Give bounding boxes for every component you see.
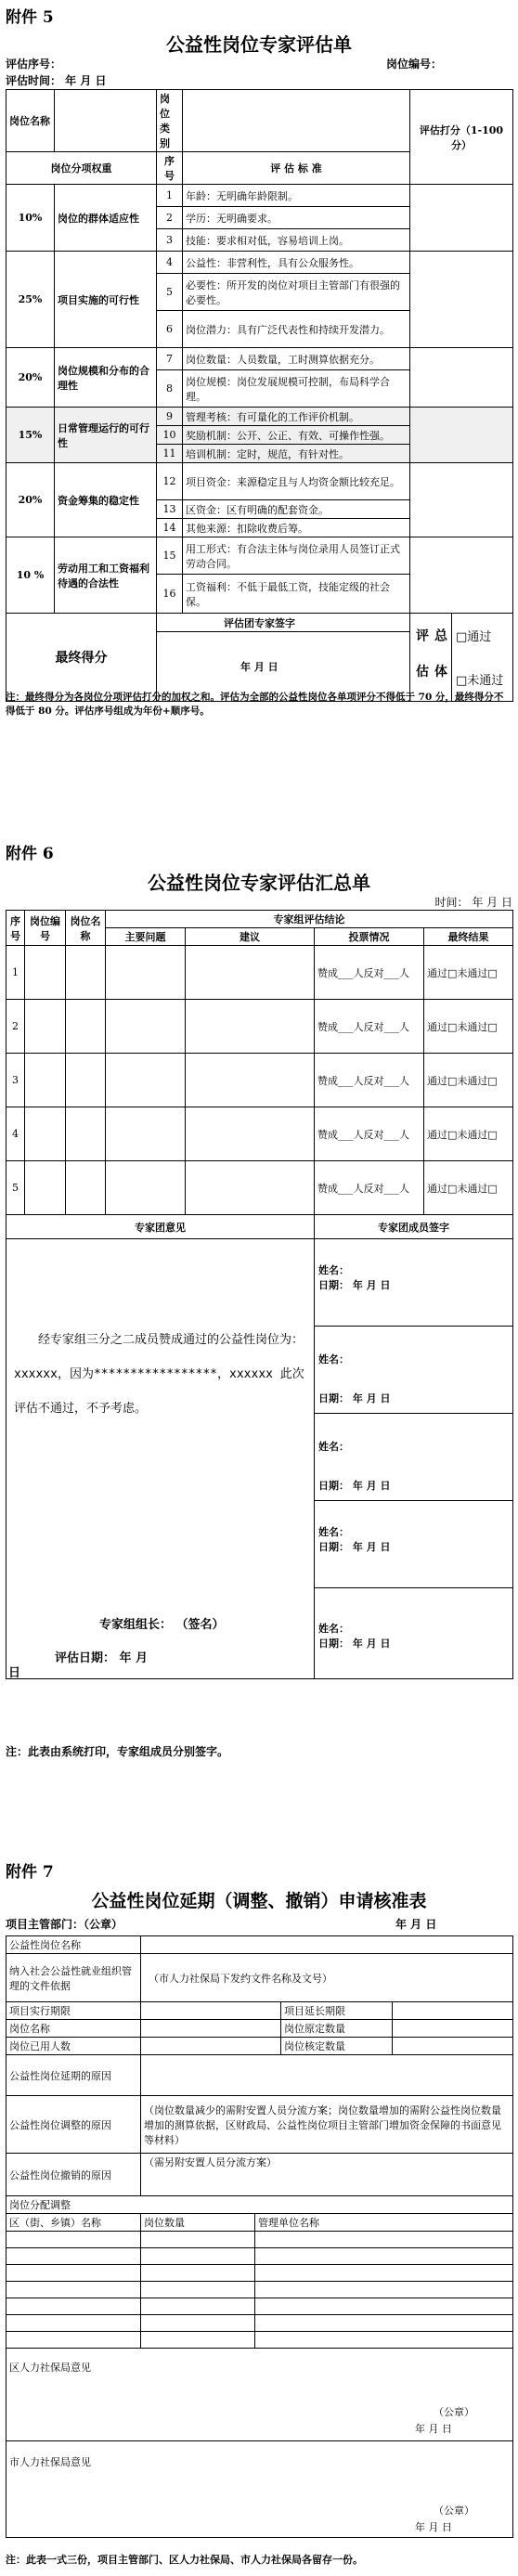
district-opinion-cell[interactable] <box>6 2349 513 2441</box>
seq-cell: 5 <box>6 1161 25 1215</box>
standard-cell: 年龄：无明确年龄限制。 <box>183 185 410 207</box>
advice-header: 建议 <box>186 928 315 946</box>
seq-cell: 8 <box>157 370 183 408</box>
adjust-form <box>6 1935 512 2538</box>
score-cell[interactable] <box>410 408 513 463</box>
orig-count-label: 岗位原定数量 <box>281 2020 393 2038</box>
check-count-label: 岗位核定数量 <box>281 2038 393 2055</box>
eval-time-line: 评估时间： 年 月 日 <box>6 74 107 87</box>
weight-cell: 25% <box>6 252 55 348</box>
standard-cell: 项目资金：来源稳定且与人均资金额比较充足。 <box>183 463 410 500</box>
seq-cell: 11 <box>157 445 183 463</box>
district-seal-date: 年 月 日 <box>415 2423 452 2435</box>
row-label: 公益性岗位名称 <box>6 1936 141 1954</box>
vote-header: 投票情况 <box>315 928 424 946</box>
standard-cell: 必要性：所开发的岗位对项目主管部门有很强的必要性。 <box>183 274 410 311</box>
standard-cell: 岗位数量：人员数量，工时测算依据充分。 <box>183 348 410 370</box>
table-row <box>6 463 513 500</box>
city-seal: （公章） <box>434 2505 474 2517</box>
issues-header: 主要问题 <box>106 928 186 946</box>
seq-cell: 4 <box>157 252 183 274</box>
member-date: 日期： 年 月 日 <box>318 1480 391 1492</box>
table-row <box>6 185 513 207</box>
summary-form <box>6 910 512 1679</box>
eval-no-label: 评估序号： <box>6 58 62 71</box>
reason-rev-value[interactable]: （需另附安置人员分流方案） <box>141 2154 513 2196</box>
attachment-5-title: 公益性岗位专家评估单 <box>166 33 352 56</box>
weight-cell: 15% <box>6 408 55 463</box>
standard-cell: 其他来源：扣除收费后筹。 <box>183 519 410 537</box>
eval-header-line <box>6 56 512 71</box>
members-cell <box>315 1239 513 1679</box>
post-used-value[interactable] <box>141 2038 281 2055</box>
table-row <box>6 1054 513 1107</box>
seq-cell: 3 <box>157 229 183 252</box>
reason-adj-value[interactable]: （岗位数量减少的需附安置人员分流方案；岗位数量增加的需附公益性岗位数量增加的测算依据，区财政局、公益性岗位项目主管部门增加资金保障的书面意见等材料） <box>141 2096 513 2154</box>
table-row <box>6 1000 513 1054</box>
item-name-cell: 岗位的群体适应性 <box>55 185 157 252</box>
ext-period-value[interactable] <box>393 2002 513 2020</box>
standard-cell: 公益性：非营利性，具有公众服务性。 <box>183 252 410 274</box>
post-name-header: 岗位名称 <box>66 911 106 946</box>
table-row <box>6 1161 513 1215</box>
count-col-header: 岗位数量 <box>141 2214 255 2232</box>
ext-period-label: 项目延长期限 <box>281 2002 393 2020</box>
post-name-label: 岗位名称 <box>6 2020 141 2038</box>
check-count-value[interactable] <box>393 2038 513 2055</box>
reason-ext-label: 公益性岗位延期的原因 <box>6 2055 141 2096</box>
vote-cell[interactable]: 赞成___人反对___人 <box>315 1161 424 1215</box>
post-name-input[interactable] <box>141 2020 281 2038</box>
member-name: 姓名： <box>318 1623 349 1635</box>
member-name: 姓名： <box>318 1526 349 1538</box>
score-cell[interactable] <box>410 252 513 348</box>
table-row <box>6 2282 513 2298</box>
result-cell[interactable]: 通过□未通过□ <box>424 1054 513 1107</box>
table-row <box>6 2232 513 2248</box>
member-date: 日期： 年 月 日 <box>318 1541 391 1553</box>
member-name: 姓名： <box>318 1353 349 1366</box>
member-date: 日期： 年 月 日 <box>318 1638 391 1650</box>
item-weight-header: 岗位分项权重 <box>6 152 157 185</box>
standard-cell: 用工形式：有合法主体与岗位录用人员签订正式劳动合同。 <box>183 537 410 575</box>
seq-cell: 15 <box>157 537 183 575</box>
weight-cell: 20% <box>6 348 55 408</box>
attachment-7-note: 注：此表一式三份，项目主管部门、区人力社保局、市人力社保局各留存一份。 <box>6 2554 363 2566</box>
district-seal: （公章） <box>434 2406 474 2418</box>
attachment-5-note: 注：最终得分为各岗位分项评估打分的加权之和。评估为全部的公益性岗位各单项评分不得低于 70 分，最终得分不得低于 80 分。评估序号组成为年份+顺序号。 <box>6 692 504 717</box>
table-row <box>6 537 513 575</box>
item-name-cell: 劳动用工和工资福利待遇的合法性 <box>55 537 157 614</box>
standard-cell: 学历：无明确要求。 <box>183 207 410 229</box>
seq-cell: 7 <box>157 348 183 370</box>
vote-cell[interactable]: 赞成___人反对___人 <box>315 946 424 1000</box>
seq-cell: 2 <box>6 1000 25 1054</box>
seq-header: 序号 <box>6 911 25 946</box>
member-date: 日期： 年 月 日 <box>318 1392 391 1405</box>
score-cell[interactable] <box>410 537 513 614</box>
score-cell[interactable] <box>410 348 513 408</box>
district-opinion-label: 区人力社保局意见 <box>9 2362 91 2374</box>
result-cell[interactable]: 通过□未通过□ <box>424 1161 513 1215</box>
member-sign-row[interactable] <box>315 1239 512 1327</box>
item-name-cell: 项目实施的可行性 <box>55 252 157 348</box>
attachment-5-label <box>6 4 512 27</box>
opinion-header: 专家团意见 <box>6 1215 315 1239</box>
table-row <box>6 2315 513 2332</box>
table-row <box>6 946 513 1000</box>
post-used-label: 岗位已用人数 <box>6 2038 141 2055</box>
vote-cell[interactable]: 赞成___人反对___人 <box>315 1000 424 1054</box>
overall-eval-cell <box>410 614 513 702</box>
vote-cell[interactable]: 赞成___人反对___人 <box>315 1054 424 1107</box>
post-name-value[interactable] <box>141 1936 513 1954</box>
standard-cell: 培训机制：定时，规范，有针对性。 <box>183 445 410 463</box>
table-row <box>6 408 513 426</box>
attachment-6-text: 附件 6 <box>6 845 54 863</box>
seq-cell: 1 <box>6 946 25 1000</box>
standard-cell: 岗位规模：岗位发展规模可控制，布局科学合理。 <box>183 370 410 408</box>
standard-cell: 管理考核：有可量化的工作评价机制。 <box>183 408 410 426</box>
member-sign-row[interactable] <box>315 1588 512 1677</box>
overall-eval-label: 总 体 评 估 <box>410 614 452 701</box>
post-type-header: 岗位类别 <box>157 90 183 152</box>
member-sign-row[interactable] <box>315 1414 512 1501</box>
post-no-label: 岗位编号： <box>386 58 443 71</box>
member-sign-row[interactable] <box>315 1501 512 1588</box>
seq-cell: 4 <box>6 1107 25 1161</box>
post-name-header: 岗位名称 <box>6 90 55 152</box>
fail-checkbox[interactable]: □未通过 <box>456 674 504 688</box>
member-name: 姓名： <box>318 1441 349 1453</box>
district-col-header: 区（街、乡镇）名称 <box>6 2214 141 2232</box>
reason-rev-label: 公益性岗位撤销的原因 <box>6 2154 141 2196</box>
seq-header: 序号 <box>157 152 183 185</box>
table-row <box>6 348 513 370</box>
vote-cell[interactable]: 赞成___人反对___人 <box>315 1107 424 1161</box>
attachment-6-label <box>6 840 512 863</box>
dept-label: 项目主管部门：（公章） <box>6 1918 123 1931</box>
dept-date: 年 月 日 <box>395 1918 437 1931</box>
standard-cell: 奖励机制：公开、公正、有效、可操作性强。 <box>183 426 410 445</box>
doc-basis-value[interactable]: （市人力社保局下发约文件名称及文号） <box>141 1954 513 2002</box>
weight-cell: 10% <box>6 185 55 252</box>
seq-cell: 2 <box>157 207 183 229</box>
reason-adj-label: 公益性岗位调整的原因 <box>6 2096 141 2154</box>
seq-cell: 10 <box>157 426 183 445</box>
eval-date: 评估日期： 年 月 <box>55 1651 149 1665</box>
seq-cell: 13 <box>157 500 183 519</box>
summary-time: 时间： 年 月 日 <box>434 896 512 909</box>
seq-cell: 14 <box>157 519 183 537</box>
seq-cell: 9 <box>157 408 183 426</box>
attachment-6-title: 公益性岗位专家评估汇总单 <box>148 872 370 894</box>
standard-cell: 区资金：区有明确的配套资金。 <box>183 500 410 519</box>
expert-sign-date: 年 月 日 <box>157 632 410 702</box>
attachment-7-text: 附件 7 <box>6 1863 54 1882</box>
standard-cell: 工资福利：不低于最低工资，技能定级的社会保。 <box>183 575 410 614</box>
table-row <box>6 2248 513 2265</box>
city-opinion-cell[interactable] <box>6 2441 513 2538</box>
table-row <box>6 1107 513 1161</box>
member-date: 日期： 年 月 日 <box>318 1279 391 1291</box>
dept-line <box>6 1916 512 1932</box>
standard-cell: 岗位潜力：具有广泛代表性和持续开发潜力。 <box>183 311 410 348</box>
weight-cell: 10 % <box>6 537 55 614</box>
item-name-cell: 岗位规模和分布的合理性 <box>55 348 157 408</box>
seq-cell: 6 <box>157 311 183 348</box>
weight-cell: 20% <box>6 463 55 537</box>
city-opinion-label: 市人力社保局意见 <box>9 2456 91 2468</box>
impl-period-label: 项目实行期限 <box>6 2002 141 2020</box>
standard-cell: 技能：要求相对低，容易培训上岗。 <box>183 229 410 252</box>
score-header: 评估打分（1-100 分） <box>410 90 513 185</box>
standard-header: 评 估 标 准 <box>183 152 410 185</box>
seq-cell: 3 <box>6 1054 25 1107</box>
score-cell[interactable] <box>410 185 513 252</box>
item-name-cell: 日常管理运行的可行性 <box>55 408 157 463</box>
result-cell[interactable]: 通过□未通过□ <box>424 1000 513 1054</box>
table-row <box>6 252 513 274</box>
post-no-header: 岗位编号 <box>25 911 66 946</box>
result-cell[interactable]: 通过□未通过□ <box>424 946 513 1000</box>
evaluation-form <box>6 89 512 702</box>
member-name: 姓名： <box>318 1264 349 1276</box>
city-seal-date: 年 月 日 <box>415 2521 452 2533</box>
result-header: 最终结果 <box>424 928 513 946</box>
pass-checkbox[interactable]: □通过 <box>456 630 492 644</box>
score-cell[interactable] <box>410 463 513 537</box>
attachment-6-note: 注：此表由系统打印，专家组成员分别签字。 <box>6 1745 229 1758</box>
opinion-cell <box>6 1239 315 1679</box>
seq-cell: 5 <box>157 274 183 311</box>
table-row <box>6 2332 513 2349</box>
unit-col-header: 管理单位名称 <box>255 2214 513 2232</box>
expert-sign-label: 评估团专家签字 <box>157 614 410 632</box>
result-cell[interactable]: 通过□未通过□ <box>424 1107 513 1161</box>
row-label: 纳入社会公益性就业组织管理的文件依据 <box>6 1954 141 2002</box>
attachment-5-text: 附件 5 <box>6 8 54 27</box>
seq-cell: 16 <box>157 575 183 614</box>
attachment-7-label <box>6 1858 512 1882</box>
member-sign-row[interactable] <box>315 1327 512 1414</box>
leader-sign: 专家组组长： （签名） <box>99 1618 225 1632</box>
item-name-cell: 资金筹集的稳定性 <box>55 463 157 537</box>
group-header: 专家组评估结论 <box>106 911 513 928</box>
alloc-label: 岗位分配调整 <box>6 2196 513 2214</box>
members-header: 专家团成员签字 <box>315 1215 513 1239</box>
eval-day: 日 <box>8 1666 21 1680</box>
final-score-label: 最终得分 <box>6 614 157 702</box>
opinion-text: 经专家组三分之二成员赞成通过的公益性岗位为：xxxxxx，因为*****************，xxxxxx 此次评估不通过，不予考虑。 <box>14 1333 304 1416</box>
reason-ext-value[interactable] <box>141 2055 513 2096</box>
orig-count-value[interactable] <box>393 2020 513 2038</box>
impl-period-value[interactable] <box>141 2002 281 2020</box>
seq-cell: 1 <box>157 185 183 207</box>
table-row <box>6 2298 513 2315</box>
attachment-7-title: 公益性岗位延期（调整、撤销）申请核准表 <box>91 1891 427 1911</box>
table-row <box>6 2265 513 2282</box>
seq-cell: 12 <box>157 463 183 500</box>
